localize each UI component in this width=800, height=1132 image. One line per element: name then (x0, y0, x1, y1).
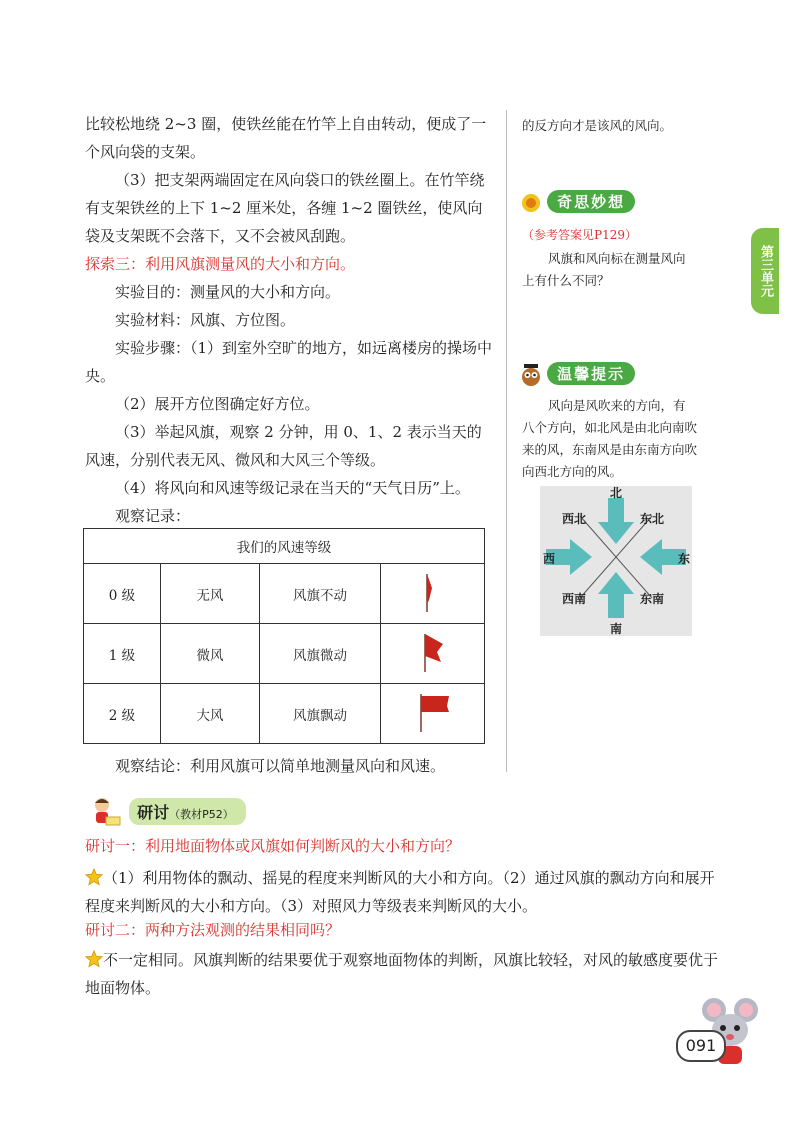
discuss-ref: （教材P52） (169, 807, 234, 821)
star-icon (85, 950, 103, 968)
tip-text: 风向是风吹来的方向，有八个方向，如北风是由北向南吹来的风，东南风是由东南方向吹向西北方向的风。 (522, 398, 698, 479)
table-row (84, 564, 485, 624)
experiment-materials: 实验材料：风旗、方位图。 (115, 311, 296, 329)
experiment-step2: （2）展开方位图确定好方位。 (115, 395, 320, 413)
discuss-title: 研讨 (137, 802, 170, 822)
discuss-header (88, 795, 246, 831)
discuss-answer-1 (85, 864, 725, 920)
paragraph-step3-build: （3）把支架两端固定在风向袋口的铁丝圈上。在竹竿绕有支架铁丝的上下 1~2 厘米处，各缠 1~2 圈铁丝，使风向袋及支架既不会落下，又不会被风刮跑。 (85, 171, 485, 245)
wind-direction-diagram (540, 486, 692, 636)
discuss-question-1: 研讨一：利用地面物体或风旗如何判断风的大小和方向？ (85, 837, 461, 855)
desc-cell: 风旗微动 (260, 624, 381, 684)
star-icon (85, 868, 103, 886)
table-row (84, 684, 485, 744)
wind-level-table (83, 528, 485, 744)
experiment-step3: （3）举起风旗，观察 2 分钟，用 0、1、2 表示当天的风速，分别代表无风、微风和大风三个等级。 (85, 423, 482, 469)
main-column (85, 110, 495, 530)
discuss-title-box (129, 798, 246, 825)
owl-icon (520, 363, 542, 387)
name-cell: 微风 (161, 624, 260, 684)
compass-arrows (540, 486, 692, 636)
discuss-question-2: 研讨二：两种方法观测的结果相同吗？ (85, 921, 341, 939)
tip-header (520, 362, 635, 387)
unit-tab: 第三单元 (751, 228, 779, 314)
paragraph-support: 比较松地绕 2~3 圈，使铁丝能在竹竿上自由转动，便成了一个风向袋的支架。 (85, 115, 487, 161)
label-southwest: 西南 (562, 592, 587, 606)
level-cell: 2 级 (84, 684, 161, 744)
table-row (84, 624, 485, 684)
flag-still-icon (413, 570, 453, 614)
desc-cell: 风旗不动 (260, 564, 381, 624)
label-east: 东 (678, 552, 691, 566)
level-cell: 0 级 (84, 564, 161, 624)
level-cell: 1 级 (84, 624, 161, 684)
label-west: 西 (543, 552, 556, 566)
kid-reading-icon (88, 795, 124, 831)
page-number: 091 (676, 1030, 726, 1062)
flag-slight-icon (413, 630, 453, 674)
flag-cell (381, 564, 485, 624)
label-north: 北 (610, 486, 623, 500)
record-label: 观察记录： (115, 507, 191, 525)
explore-heading: 探索三：利用风旗测量风的大小和方向。 (85, 255, 356, 273)
discuss-answer-2 (85, 946, 725, 1002)
qisi-text: 风旗和风向标在测量风向上有什么不同？ (522, 251, 686, 288)
conclusion: 观察结论：利用风旗可以简单地测量风向和风速。 (115, 757, 446, 775)
answer-2-text: 不一定相同。风旗判断的结果要优于观察地面物体的判断，风旗比较轻，对风的敏感度要优于地面物体。 (85, 951, 719, 997)
flag-flying-icon (413, 690, 453, 734)
experiment-purpose: 实验目的：测量风的大小和方向。 (115, 283, 341, 301)
label-south: 南 (610, 622, 623, 636)
experiment-step4: （4）将风向和风速等级记录在当天的“天气日历”上。 (115, 479, 470, 497)
desc-cell: 风旗飘动 (260, 684, 381, 744)
name-cell: 无风 (161, 564, 260, 624)
tip-title: 温馨提示 (547, 362, 635, 385)
side-top-text: 的反方向才是该风的风向。 (522, 118, 673, 133)
label-northeast: 东北 (640, 512, 665, 526)
qisi-header (520, 190, 635, 214)
experiment-step1: 实验步骤：（1）到室外空旷的地方，如远离楼房的操场中央。 (85, 339, 493, 385)
answer-1-text: （1）利用物体的飘动、摇晃的程度来判断风的大小和方向。（2）通过风旗的飘动方向和展开程度来判断风的大小和方向。（3）对照风力等级表来判断风的大小。 (85, 869, 715, 915)
qisi-title: 奇思妙想 (547, 190, 635, 213)
qisi-ref: （参考答案见P129） (522, 228, 637, 242)
flag-cell (381, 684, 485, 744)
flag-cell (381, 624, 485, 684)
label-northwest: 西北 (562, 512, 587, 526)
sunflower-icon (520, 192, 542, 214)
name-cell: 大风 (161, 684, 260, 744)
table-title: 我们的风速等级 (84, 529, 485, 564)
column-divider (506, 110, 507, 772)
label-southeast: 东南 (640, 592, 665, 606)
